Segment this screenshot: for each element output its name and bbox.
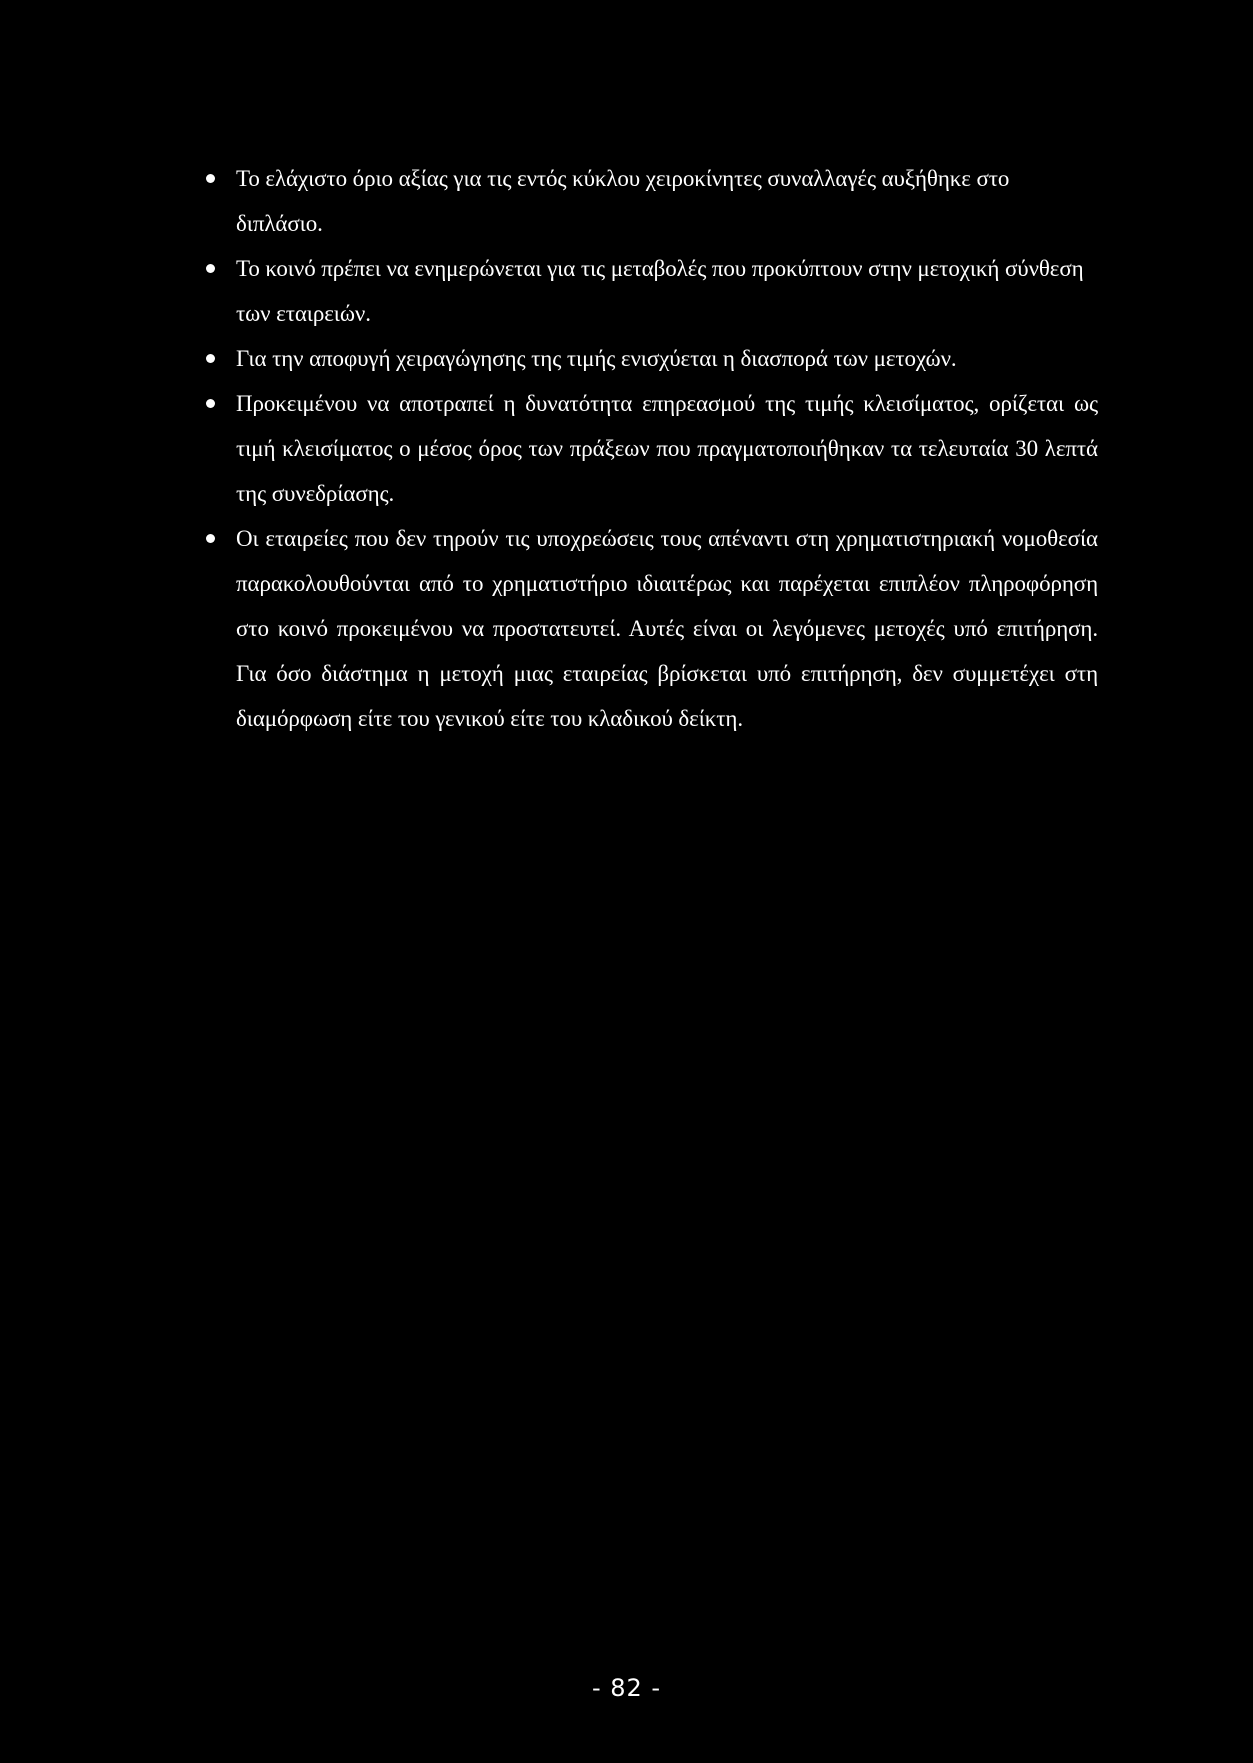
- bullet-text: Οι εταιρείες που δεν τηρούν τις υποχρεώσεις τους απέναντι στη χρηματιστηριακή νομοθεσία παρακολουθούνται από το χρηματιστήριο ιδιαιτέρως και παρέχεται επιπλέον πληροφόρηση στο κοινό προκειμένου να προστατευτεί. Αυτές είναι οι λεγόμενες μετοχές υπό επιτήρηση. Για όσο διάστημα η μετοχή μιας εταιρείας βρίσκεται υπό επιτήρηση, δεν συμμετέχει στη διαμόρφωση είτε του γενικού είτε του κλαδικού δείκτη.: [236, 526, 1098, 731]
- bullet-text: Προκειμένου να αποτραπεί η δυνατότητα επηρεασμού της τιμής κλεισίματος, ορίζεται ως τιμή κλεισίματος ο μέσος όρος των πράξεων που πραγματοποιήθηκαν τα τελευταία 30 λεπτά της συνεδρίασης.: [236, 391, 1098, 506]
- bullet-text: Για την αποφυγή χειραγώγησης της τιμής ενισχύεται η διασπορά των μετοχών.: [236, 346, 957, 371]
- bullet-text: Το ελάχιστο όριο αξίας για τις εντός κύκλου χειροκίνητες συναλλαγές αυξήθηκε στο διπλάσιο.: [236, 166, 1010, 236]
- page-number: - 82 -: [591, 1674, 662, 1702]
- bullet-item: [236, 246, 1098, 336]
- bullet-icon: [206, 354, 215, 363]
- bullet-text: Το κοινό πρέπει να ενημερώνεται για τις μεταβολές που προκύπτουν στην μετοχική σύνθεση των εταιρειών.: [236, 256, 1084, 326]
- bullet-icon: [206, 534, 215, 543]
- bullet-icon: [206, 264, 215, 273]
- bullet-item: [236, 516, 1098, 741]
- bullet-item: [236, 381, 1098, 516]
- bullet-item: [236, 156, 1098, 246]
- bullet-list: [236, 156, 1098, 741]
- bullet-icon: [206, 174, 215, 183]
- bullet-icon: [206, 399, 215, 408]
- bullet-item: [236, 336, 1098, 381]
